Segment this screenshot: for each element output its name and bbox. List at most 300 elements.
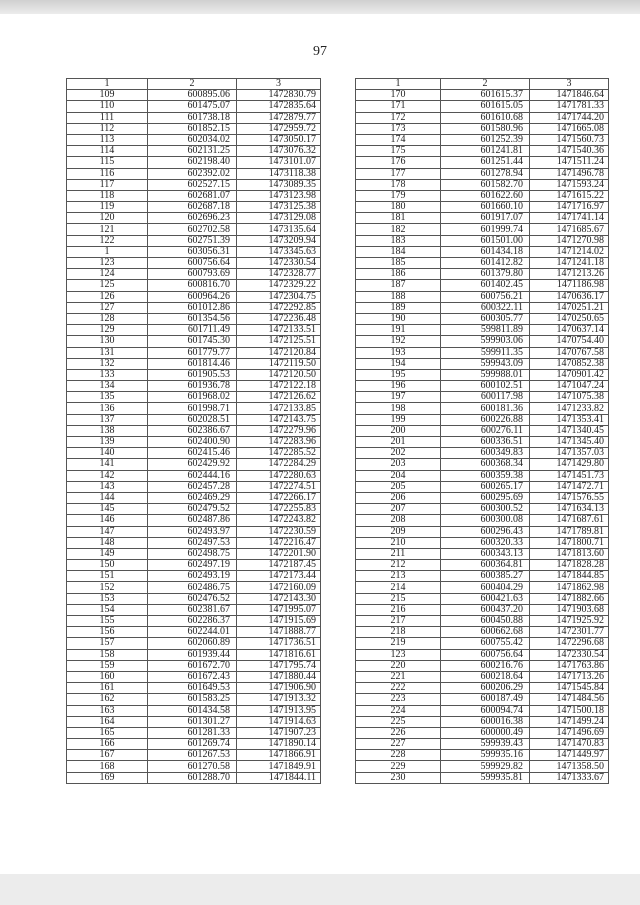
- table-row: [356, 280, 609, 291]
- x-coordinate-cell: 601672.70: [148, 660, 237, 671]
- x-coordinate-cell: 602244.01: [148, 627, 237, 638]
- table-row: [67, 582, 321, 593]
- point-number-cell: 219: [356, 638, 441, 649]
- table-row: [67, 168, 321, 179]
- x-coordinate-cell: 600349.83: [441, 448, 530, 459]
- table-row: [67, 448, 321, 459]
- x-coordinate-cell: 600359.38: [441, 470, 530, 481]
- x-coordinate-cell: 600336.51: [441, 437, 530, 448]
- table-row: [356, 235, 609, 246]
- table-row: [356, 437, 609, 448]
- table-row: [67, 258, 321, 269]
- table-row: [356, 336, 609, 347]
- point-number-cell: 172: [356, 112, 441, 123]
- table-row: [356, 470, 609, 481]
- x-coordinate-cell: 600756.21: [441, 291, 530, 302]
- y-coordinate-cell: 1471844.85: [530, 571, 609, 582]
- point-number-cell: 135: [67, 392, 148, 403]
- point-number-cell: 132: [67, 358, 148, 369]
- point-number-cell: 160: [67, 671, 148, 682]
- x-coordinate-cell: 601241.81: [441, 146, 530, 157]
- y-coordinate-cell: 1471500.18: [530, 705, 609, 716]
- table-row: [67, 750, 321, 761]
- x-coordinate-cell: 600895.06: [148, 90, 237, 101]
- y-coordinate-cell: 1472283.96: [237, 437, 321, 448]
- y-coordinate-cell: 1471214.02: [530, 246, 609, 257]
- point-number-cell: 146: [67, 515, 148, 526]
- table-row: [356, 537, 609, 548]
- table-row: [67, 302, 321, 313]
- y-coordinate-cell: 1471615.22: [530, 190, 609, 201]
- table-row: [356, 750, 609, 761]
- x-coordinate-cell: 599939.43: [441, 739, 530, 750]
- y-coordinate-cell: 1470636.17: [530, 291, 609, 302]
- point-number-cell: 152: [67, 582, 148, 593]
- table-row: [356, 683, 609, 694]
- table-row: [67, 336, 321, 347]
- table-row: [356, 291, 609, 302]
- x-coordinate-cell: 599811.89: [441, 325, 530, 336]
- table-row: [356, 638, 609, 649]
- y-coordinate-cell: 1472236.48: [237, 313, 321, 324]
- table-row: [356, 146, 609, 157]
- table-row: [356, 269, 609, 280]
- table-row: [67, 481, 321, 492]
- table-row: [67, 269, 321, 280]
- y-coordinate-cell: 1471233.82: [530, 403, 609, 414]
- x-coordinate-cell: 601412.82: [441, 258, 530, 269]
- table-row: [67, 515, 321, 526]
- x-coordinate-cell: 602498.75: [148, 548, 237, 559]
- x-coordinate-cell: 602386.67: [148, 425, 237, 436]
- y-coordinate-cell: 1471781.33: [530, 101, 609, 112]
- point-number-cell: 162: [67, 694, 148, 705]
- table-row: [356, 403, 609, 414]
- y-coordinate-cell: 1472292.85: [237, 302, 321, 313]
- x-coordinate-cell: 602493.97: [148, 526, 237, 537]
- y-coordinate-cell: 1471880.44: [237, 671, 321, 682]
- y-coordinate-cell: 1472216.47: [237, 537, 321, 548]
- coordinates-table-right: [355, 78, 609, 784]
- x-coordinate-cell: 600421.63: [441, 593, 530, 604]
- table-row: [356, 369, 609, 380]
- x-coordinate-cell: 602400.90: [148, 437, 237, 448]
- y-coordinate-cell: 1471213.26: [530, 269, 609, 280]
- point-number-cell: 111: [67, 112, 148, 123]
- point-number-cell: 181: [356, 213, 441, 224]
- x-coordinate-cell: 600094.74: [441, 705, 530, 716]
- y-coordinate-cell: 1472274.51: [237, 481, 321, 492]
- point-number-cell: 182: [356, 224, 441, 235]
- x-coordinate-cell: 599911.35: [441, 347, 530, 358]
- y-coordinate-cell: 1471484.56: [530, 694, 609, 705]
- y-coordinate-cell: 1472143.30: [237, 593, 321, 604]
- table-row: [67, 146, 321, 157]
- y-coordinate-cell: 1472266.17: [237, 492, 321, 503]
- point-number-cell: 156: [67, 627, 148, 638]
- table-row: [67, 392, 321, 403]
- x-coordinate-cell: 602444.16: [148, 470, 237, 481]
- x-coordinate-cell: 601615.05: [441, 101, 530, 112]
- page-top-shadow: [0, 0, 640, 14]
- point-number-cell: 173: [356, 123, 441, 134]
- y-coordinate-cell: 1473135.64: [237, 224, 321, 235]
- x-coordinate-cell: 600226.88: [441, 414, 530, 425]
- table-row: [67, 179, 321, 190]
- y-coordinate-cell: 1472133.51: [237, 325, 321, 336]
- table-row: [356, 604, 609, 615]
- x-coordinate-cell: 600300.08: [441, 515, 530, 526]
- y-coordinate-cell: 1473129.08: [237, 213, 321, 224]
- x-coordinate-cell: 601354.56: [148, 313, 237, 324]
- table-row: [356, 168, 609, 179]
- point-number-cell: 175: [356, 146, 441, 157]
- x-coordinate-cell: 600265.17: [441, 481, 530, 492]
- point-number-cell: 183: [356, 235, 441, 246]
- x-coordinate-cell: 601434.58: [148, 705, 237, 716]
- y-coordinate-cell: 1471560.73: [530, 134, 609, 145]
- point-number-cell: 109: [67, 90, 148, 101]
- table-row: [356, 526, 609, 537]
- table-row: [67, 213, 321, 224]
- x-coordinate-cell: 600016.38: [441, 716, 530, 727]
- x-coordinate-cell: 600756.64: [148, 258, 237, 269]
- x-coordinate-cell: 603056.31: [148, 246, 237, 257]
- point-number-cell: 211: [356, 548, 441, 559]
- x-coordinate-cell: 602479.52: [148, 504, 237, 515]
- table-row: [356, 627, 609, 638]
- y-coordinate-cell: 1471741.14: [530, 213, 609, 224]
- x-coordinate-cell: 600102.51: [441, 381, 530, 392]
- y-coordinate-cell: 1470901.42: [530, 369, 609, 380]
- y-coordinate-cell: 1472285.52: [237, 448, 321, 459]
- point-number-cell: 178: [356, 179, 441, 190]
- y-coordinate-cell: 1471685.67: [530, 224, 609, 235]
- y-coordinate-cell: 1472284.29: [237, 459, 321, 470]
- point-number-cell: 228: [356, 750, 441, 761]
- point-number-cell: 229: [356, 761, 441, 772]
- table-row: [356, 190, 609, 201]
- point-number-cell: 230: [356, 772, 441, 783]
- x-coordinate-cell: 602497.53: [148, 537, 237, 548]
- table-row: [67, 560, 321, 571]
- table-row: [67, 369, 321, 380]
- table-row: [356, 224, 609, 235]
- x-coordinate-cell: 602469.29: [148, 492, 237, 503]
- table-row: [67, 660, 321, 671]
- point-number-cell: 222: [356, 683, 441, 694]
- point-number-cell: 176: [356, 157, 441, 168]
- y-coordinate-cell: 1471736.51: [237, 638, 321, 649]
- point-number-cell: 212: [356, 560, 441, 571]
- y-coordinate-cell: 1471716.97: [530, 202, 609, 213]
- table-row: [356, 582, 609, 593]
- x-coordinate-cell: 599988.01: [441, 369, 530, 380]
- table-row: [67, 246, 321, 257]
- point-number-cell: 113: [67, 134, 148, 145]
- x-coordinate-cell: 599935.81: [441, 772, 530, 783]
- x-coordinate-cell: 601649.53: [148, 683, 237, 694]
- x-coordinate-cell: 600755.42: [441, 638, 530, 649]
- x-coordinate-cell: 602493.19: [148, 571, 237, 582]
- point-number-cell: 224: [356, 705, 441, 716]
- y-coordinate-cell: 1471913.32: [237, 694, 321, 705]
- point-number-cell: 208: [356, 515, 441, 526]
- point-number-cell: 148: [67, 537, 148, 548]
- y-coordinate-cell: 1471345.40: [530, 437, 609, 448]
- point-number-cell: 131: [67, 347, 148, 358]
- table-row: [67, 101, 321, 112]
- x-coordinate-cell: 600216.76: [441, 660, 530, 671]
- x-coordinate-cell: 601402.45: [441, 280, 530, 291]
- x-coordinate-cell: 601936.78: [148, 381, 237, 392]
- table-row: [356, 313, 609, 324]
- x-coordinate-cell: 602457.28: [148, 481, 237, 492]
- point-number-cell: 205: [356, 481, 441, 492]
- table-row: [356, 548, 609, 559]
- x-coordinate-cell: 600793.69: [148, 269, 237, 280]
- table-row: [67, 414, 321, 425]
- point-number-cell: 151: [67, 571, 148, 582]
- point-number-cell: 118: [67, 190, 148, 201]
- y-coordinate-cell: 1471593.24: [530, 179, 609, 190]
- coordinates-table-left: [66, 78, 321, 784]
- table-row: [67, 381, 321, 392]
- y-coordinate-cell: 1470767.58: [530, 347, 609, 358]
- y-coordinate-cell: 1472126.62: [237, 392, 321, 403]
- y-coordinate-cell: 1470250.65: [530, 313, 609, 324]
- y-coordinate-cell: 1472119.50: [237, 358, 321, 369]
- y-coordinate-cell: 1471186.98: [530, 280, 609, 291]
- point-number-cell: 191: [356, 325, 441, 336]
- point-number-cell: 164: [67, 716, 148, 727]
- point-number-cell: 186: [356, 269, 441, 280]
- y-coordinate-cell: 1471047.24: [530, 381, 609, 392]
- table-row: [67, 224, 321, 235]
- point-number-cell: 122: [67, 235, 148, 246]
- y-coordinate-cell: 1473050.17: [237, 134, 321, 145]
- point-number-cell: 147: [67, 526, 148, 537]
- page-number: 97: [313, 44, 327, 59]
- y-coordinate-cell: 1471241.18: [530, 258, 609, 269]
- table-row: [67, 123, 321, 134]
- table-row: [67, 705, 321, 716]
- x-coordinate-cell: 599929.82: [441, 761, 530, 772]
- point-number-cell: 214: [356, 582, 441, 593]
- y-coordinate-cell: 1471914.63: [237, 716, 321, 727]
- table-row: [356, 414, 609, 425]
- point-number-cell: 174: [356, 134, 441, 145]
- y-coordinate-cell: 1471866.91: [237, 750, 321, 761]
- table-row: [356, 694, 609, 705]
- x-coordinate-cell: 600816.70: [148, 280, 237, 291]
- x-coordinate-cell: 602476.52: [148, 593, 237, 604]
- point-number-cell: 170: [356, 90, 441, 101]
- y-coordinate-cell: 1471849.91: [237, 761, 321, 772]
- point-number-cell: 124: [67, 269, 148, 280]
- x-coordinate-cell: 599943.09: [441, 358, 530, 369]
- y-coordinate-cell: 1471665.08: [530, 123, 609, 134]
- y-coordinate-cell: 1471496.78: [530, 168, 609, 179]
- point-number-cell: 188: [356, 291, 441, 302]
- y-coordinate-cell: 1471496.69: [530, 727, 609, 738]
- y-coordinate-cell: 1473118.38: [237, 168, 321, 179]
- table-row: [356, 727, 609, 738]
- table-row: [67, 593, 321, 604]
- y-coordinate-cell: 1472160.09: [237, 582, 321, 593]
- y-coordinate-cell: 1472330.54: [530, 649, 609, 660]
- y-coordinate-cell: 1473101.07: [237, 157, 321, 168]
- point-number-cell: 150: [67, 560, 148, 571]
- point-number-cell: 125: [67, 280, 148, 291]
- table-row: [356, 381, 609, 392]
- x-coordinate-cell: 600322.11: [441, 302, 530, 313]
- table-row: [356, 739, 609, 750]
- y-coordinate-cell: 1471795.74: [237, 660, 321, 671]
- x-coordinate-cell: 600296.43: [441, 526, 530, 537]
- point-number-cell: 140: [67, 448, 148, 459]
- point-number-cell: 179: [356, 190, 441, 201]
- x-coordinate-cell: 601379.80: [441, 269, 530, 280]
- x-coordinate-cell: 601622.60: [441, 190, 530, 201]
- y-coordinate-cell: 1471713.26: [530, 671, 609, 682]
- y-coordinate-cell: 1472279.96: [237, 425, 321, 436]
- point-number-cell: 216: [356, 604, 441, 615]
- point-number-cell: 200: [356, 425, 441, 436]
- table-row: [356, 246, 609, 257]
- table-row: [356, 481, 609, 492]
- point-number-cell: 207: [356, 504, 441, 515]
- x-coordinate-cell: 601288.70: [148, 772, 237, 783]
- y-coordinate-cell: 1471540.36: [530, 146, 609, 157]
- point-number-cell: 195: [356, 369, 441, 380]
- point-number-cell: 187: [356, 280, 441, 291]
- x-coordinate-cell: 600206.29: [441, 683, 530, 694]
- table-row: [356, 560, 609, 571]
- x-coordinate-cell: 601905.53: [148, 369, 237, 380]
- table-row: [67, 358, 321, 369]
- y-coordinate-cell: 1471451.73: [530, 470, 609, 481]
- point-number-cell: 209: [356, 526, 441, 537]
- table-row: [356, 515, 609, 526]
- column-header: 1: [67, 79, 148, 90]
- x-coordinate-cell: 600756.64: [441, 649, 530, 660]
- table-row: [356, 325, 609, 336]
- point-number-cell: 201: [356, 437, 441, 448]
- point-number-cell: 1: [67, 246, 148, 257]
- x-coordinate-cell: 602060.89: [148, 638, 237, 649]
- x-coordinate-cell: 602681.07: [148, 190, 237, 201]
- point-number-cell: 159: [67, 660, 148, 671]
- x-coordinate-cell: 600450.88: [441, 616, 530, 627]
- table-row: [67, 437, 321, 448]
- x-coordinate-cell: 601968.02: [148, 392, 237, 403]
- x-coordinate-cell: 600181.36: [441, 403, 530, 414]
- point-number-cell: 194: [356, 358, 441, 369]
- y-coordinate-cell: 1473076.32: [237, 146, 321, 157]
- x-coordinate-cell: 602687.18: [148, 202, 237, 213]
- point-number-cell: 154: [67, 604, 148, 615]
- table-row: [67, 638, 321, 649]
- table-row: [67, 425, 321, 436]
- y-coordinate-cell: 1471511.24: [530, 157, 609, 168]
- table-row: [356, 392, 609, 403]
- column-header: 3: [530, 79, 609, 90]
- y-coordinate-cell: 1471816.61: [237, 649, 321, 660]
- table-row: [356, 425, 609, 436]
- x-coordinate-cell: 602415.46: [148, 448, 237, 459]
- x-coordinate-cell: 600964.26: [148, 291, 237, 302]
- point-number-cell: 116: [67, 168, 148, 179]
- x-coordinate-cell: 601999.74: [441, 224, 530, 235]
- y-coordinate-cell: 1472280.63: [237, 470, 321, 481]
- point-number-cell: 226: [356, 727, 441, 738]
- x-coordinate-cell: 601434.18: [441, 246, 530, 257]
- point-number-cell: 196: [356, 381, 441, 392]
- y-coordinate-cell: 1472173.44: [237, 571, 321, 582]
- x-coordinate-cell: 601580.96: [441, 123, 530, 134]
- y-coordinate-cell: 1471882.66: [530, 593, 609, 604]
- y-coordinate-cell: 1472120.50: [237, 369, 321, 380]
- table-row: [67, 571, 321, 582]
- table-header-row: [356, 79, 609, 90]
- y-coordinate-cell: 1471353.41: [530, 414, 609, 425]
- table-row: [67, 716, 321, 727]
- point-number-cell: 112: [67, 123, 148, 134]
- point-number-cell: 190: [356, 313, 441, 324]
- x-coordinate-cell: 601251.44: [441, 157, 530, 168]
- table-row: [67, 504, 321, 515]
- y-coordinate-cell: 1471545.84: [530, 683, 609, 694]
- point-number-cell: 220: [356, 660, 441, 671]
- y-coordinate-cell: 1471270.98: [530, 235, 609, 246]
- x-coordinate-cell: 601917.07: [441, 213, 530, 224]
- table-row: [67, 761, 321, 772]
- y-coordinate-cell: 1472143.75: [237, 414, 321, 425]
- x-coordinate-cell: 600187.49: [441, 694, 530, 705]
- y-coordinate-cell: 1472243.82: [237, 515, 321, 526]
- y-coordinate-cell: 1473123.98: [237, 190, 321, 201]
- table-row: [67, 280, 321, 291]
- table-row: [67, 90, 321, 101]
- point-number-cell: 213: [356, 571, 441, 582]
- y-coordinate-cell: 1472230.59: [237, 526, 321, 537]
- x-coordinate-cell: 601939.44: [148, 649, 237, 660]
- table-row: [356, 761, 609, 772]
- y-coordinate-cell: 1471906.90: [237, 683, 321, 694]
- y-coordinate-cell: 1472329.22: [237, 280, 321, 291]
- table-row: [67, 616, 321, 627]
- table-row: [67, 537, 321, 548]
- y-coordinate-cell: 1471075.38: [530, 392, 609, 403]
- point-number-cell: 130: [67, 336, 148, 347]
- point-number-cell: 177: [356, 168, 441, 179]
- point-number-cell: 134: [67, 381, 148, 392]
- x-coordinate-cell: 600300.52: [441, 504, 530, 515]
- table-row: [67, 694, 321, 705]
- y-coordinate-cell: 1471429.80: [530, 459, 609, 470]
- point-number-cell: 128: [67, 313, 148, 324]
- x-coordinate-cell: 602751.39: [148, 235, 237, 246]
- x-coordinate-cell: 601501.00: [441, 235, 530, 246]
- x-coordinate-cell: 602487.86: [148, 515, 237, 526]
- table-row: [67, 649, 321, 660]
- y-coordinate-cell: 1471862.98: [530, 582, 609, 593]
- y-coordinate-cell: 1471846.64: [530, 90, 609, 101]
- table-row: [356, 571, 609, 582]
- table-row: [67, 347, 321, 358]
- y-coordinate-cell: 1471357.03: [530, 448, 609, 459]
